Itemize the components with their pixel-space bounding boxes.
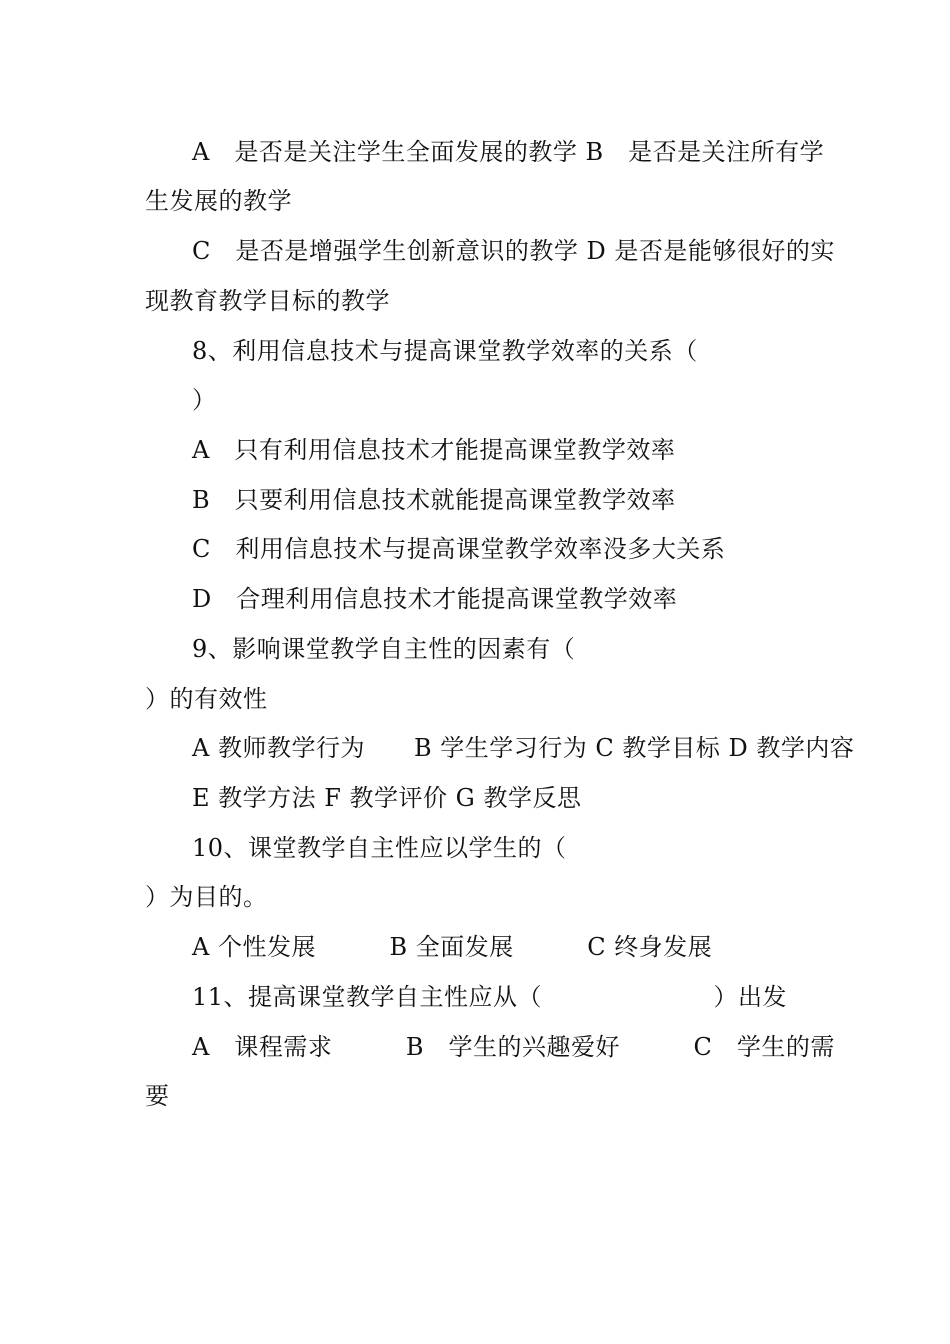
q11-options: A 课程需求 B 学生的兴趣爱好 C 学生的需: [192, 1033, 835, 1061]
q10-question: 10、课堂教学自主性应以学生的（: [192, 834, 567, 862]
q7-option-c-d-line: C 是否是增强学生创新意识的教学 D 是否是能够很好的实: [192, 237, 835, 265]
q8-option-c: C 利用信息技术与提高课堂教学效率没多大关系: [192, 535, 726, 563]
q10-options: A 个性发展 B 全面发展 C 终身发展: [192, 933, 713, 961]
q9-question-continuation: ）的有效性: [145, 685, 268, 713]
q8-option-d: D 合理利用信息技术才能提高课堂教学效率: [192, 585, 678, 613]
q9-options-line-2: E 教学方法 F 教学评价 G 教学反思: [192, 784, 582, 812]
q11-question: 11、提高课堂教学自主性应从（ ）出发: [192, 983, 788, 1011]
q7-option-b-continuation: 生发展的教学: [145, 187, 292, 215]
q8-option-a: A 只有利用信息技术才能提高课堂教学效率: [192, 436, 676, 464]
q10-question-continuation: ）为目的。: [145, 883, 268, 911]
q8-option-b: B 只要利用信息技术就能提高课堂教学效率: [192, 486, 676, 514]
q11-options-continuation: 要: [145, 1082, 170, 1110]
q8-question: 8、利用信息技术与提高课堂教学效率的关系（: [192, 337, 698, 365]
q9-question: 9、影响课堂教学自主性的因素有（: [192, 635, 576, 663]
q7-option-d-continuation: 现教育教学目标的教学: [145, 287, 390, 315]
q9-options-line-1: A 教师教学行为 B 学生学习行为 C 教学目标 D 教学内容: [192, 734, 855, 762]
q8-question-close-paren: ）: [192, 386, 217, 414]
q7-option-a-b-line: A 是否是关注学生全面发展的教学 B 是否是关注所有学: [192, 138, 825, 166]
